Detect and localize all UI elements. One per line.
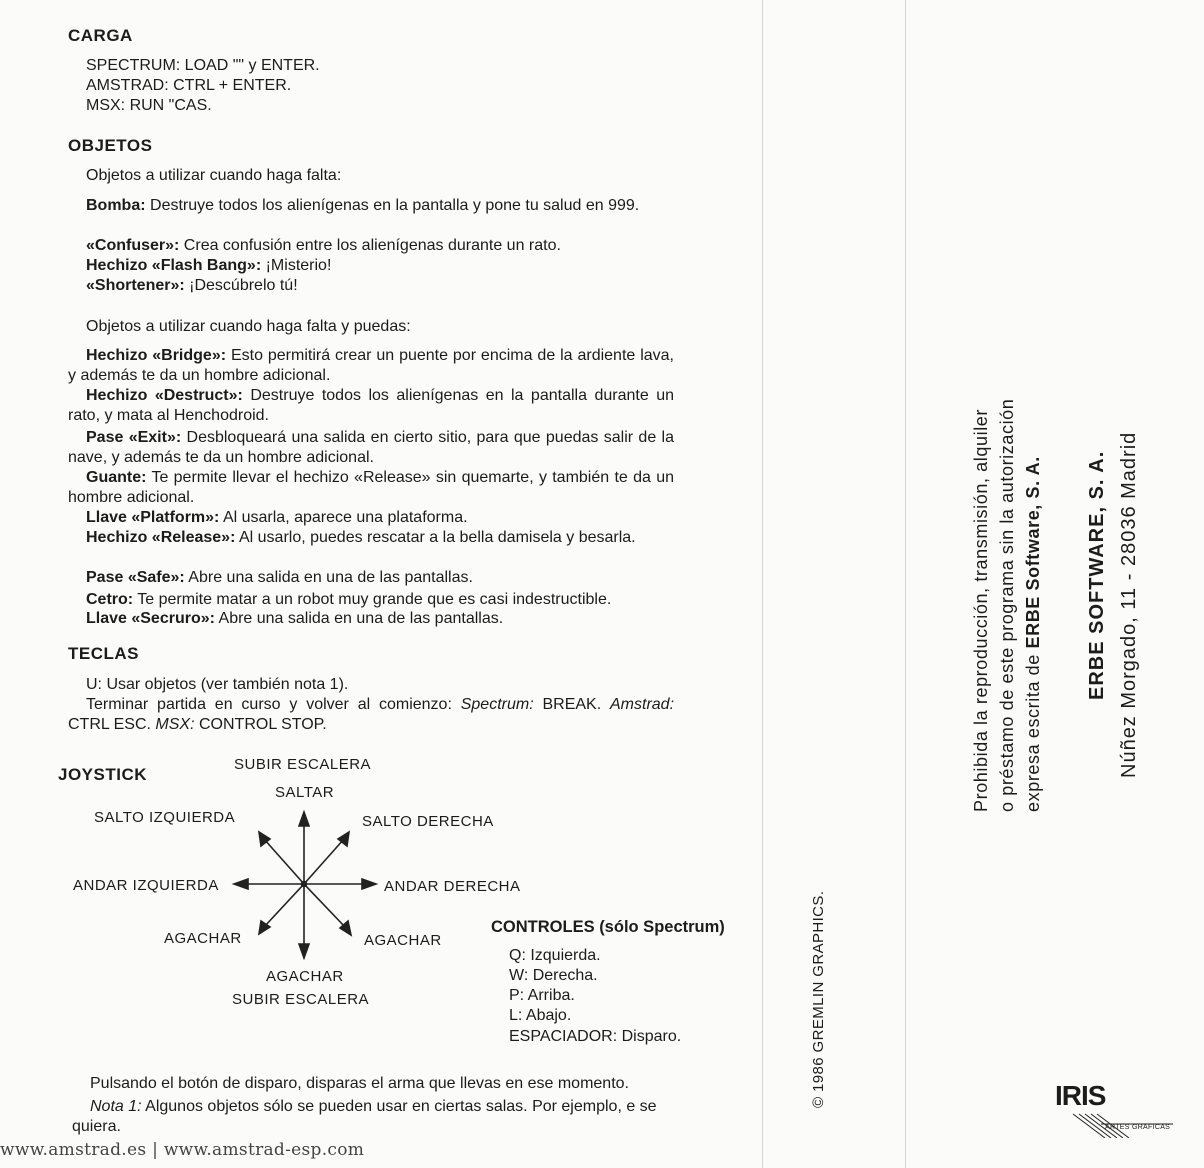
website-footer: www.amstrad.es | www.amstrad-esp.com bbox=[0, 1140, 365, 1160]
arrow-down-head bbox=[299, 944, 309, 958]
joy-left-label: ANDAR IZQUIERDA bbox=[73, 877, 219, 894]
control-p: P: Arriba. bbox=[509, 987, 575, 1004]
control-espaciador: ESPACIADOR: Disparo. bbox=[509, 1028, 682, 1045]
item-release: Hechizo «Release»: Al usarlo, puedes rescatar a la bella damisela y besarla. bbox=[86, 529, 636, 546]
arrow-up-right-shaft bbox=[304, 839, 344, 884]
carga-msx: MSX: RUN "CAS. bbox=[86, 97, 212, 114]
arrow-right-head bbox=[362, 879, 376, 889]
control-l: L: Abajo. bbox=[509, 1007, 572, 1024]
arrow-up-head bbox=[299, 812, 309, 826]
carga-spectrum: SPECTRUM: LOAD "" y ENTER. bbox=[86, 57, 320, 74]
item-platform: Llave «Platform»: Al usarla, aparece una plataforma. bbox=[86, 509, 468, 526]
iris-caption: ARTES GRAFICAS bbox=[1105, 1124, 1171, 1131]
controles-heading: CONTROLES (sólo Spectrum) bbox=[491, 918, 725, 936]
item-flash-bang: Hechizo «Flash Bang»: ¡Misterio! bbox=[86, 257, 332, 274]
joy-down-left-label: AGACHAR bbox=[164, 930, 242, 947]
objetos-heading: OBJETOS bbox=[68, 136, 153, 155]
fold-line bbox=[762, 0, 763, 1168]
item-destruct: Hechizo «Destruct»: Destruye todos los alienígenas en la pantalla durante un rato, y mata al Henchodroid. bbox=[68, 387, 674, 424]
iris-printer-logo bbox=[1055, 1078, 1175, 1138]
joystick-heading: JOYSTICK bbox=[58, 765, 148, 784]
teclas-terminar: Terminar partida en curso y volver al comienzo: Spectrum: BREAK. Amstrad: CTRL ESC. MSX: CONTROL STOP. bbox=[68, 696, 675, 733]
objetos-intro-1: Objetos a utilizar cuando haga falta: bbox=[86, 167, 342, 184]
arrow-left-head bbox=[234, 879, 248, 889]
joy-up-top-label: SUBIR ESCALERA bbox=[234, 756, 372, 773]
item-cetro: Cetro: Te permite matar a un robot muy grande que es casi indestructible. bbox=[86, 591, 612, 608]
item-bomba: Bomba: Destruye todos los alienígenas en la pantalla y pone tu salud en 999. bbox=[86, 197, 640, 214]
joy-up-right-label: SALTO DERECHA bbox=[362, 813, 494, 830]
teclas-usar: U: Usar objetos (ver también nota 1). bbox=[86, 676, 349, 693]
joy-up-label: SALTAR bbox=[275, 784, 335, 801]
control-q: Q: Izquierda. bbox=[509, 947, 601, 964]
joy-right-label: ANDAR DERECHA bbox=[384, 878, 521, 895]
joy-down-right-label: AGACHAR bbox=[364, 932, 442, 949]
item-exit: Pase «Exit»: Desbloqueará una salida en cierto sitio, para que puedas salir de la nave, y además te da un hombre adicional. bbox=[68, 429, 675, 466]
item-safe: Pase «Safe»: Abre una salida en una de las pantallas. bbox=[86, 569, 473, 586]
nota-1: Nota 1: Algunos objetos sólo se pueden usar en ciertas salas. Por ejemplo, e se quiera. bbox=[72, 1098, 657, 1135]
copyright-text: © 1986 GREMLIN GRAPHICS. bbox=[810, 890, 827, 1108]
carga-amstrad: AMSTRAD: CTRL + ENTER. bbox=[86, 77, 292, 94]
arrow-down-right-shaft bbox=[304, 884, 346, 928]
legal-notice: Prohibida la reproducción, transmisión, alquiler o préstamo de este programa sin la autorización expresa escrita de ERBE Software, S. A. bbox=[971, 398, 1043, 812]
objetos-intro-2: Objetos a utilizar cuando haga falta y puedas: bbox=[86, 318, 411, 335]
arrow-up-left-shaft bbox=[264, 839, 304, 884]
iris-mark: IRIS bbox=[1055, 1080, 1106, 1111]
arrow-down-left-shaft bbox=[264, 884, 304, 927]
item-bridge: Hechizo «Bridge»: Esto permitirá crear un puente por encima de la ardiente lava, y además te da un hombre adicional. bbox=[68, 347, 674, 384]
item-confuser: «Confuser»: Crea confusión entre los alienígenas durante un rato. bbox=[86, 237, 561, 254]
item-shortener: «Shortener»: ¡Descúbrelo tú! bbox=[86, 277, 298, 294]
carga-heading: CARGA bbox=[68, 26, 133, 45]
joystick-center bbox=[302, 882, 307, 887]
fold-line bbox=[905, 0, 906, 1168]
control-w: W: Derecha. bbox=[509, 967, 598, 984]
item-guante: Guante: Te permite llevar el hechizo «Release» sin quemarte, y también te da un hombre adicional. bbox=[68, 469, 674, 506]
publisher-address: Núñez Morgado, 11 - 28036 Madrid bbox=[1118, 431, 1140, 778]
joy-down-bottom-label: SUBIR ESCALERA bbox=[232, 991, 370, 1008]
joy-up-left-label: SALTO IZQUIERDA bbox=[94, 809, 236, 826]
disparo-note: Pulsando el botón de disparo, disparas el arma que llevas en ese momento. bbox=[90, 1075, 629, 1092]
publisher-name: ERBE SOFTWARE, S. A. bbox=[1086, 450, 1108, 700]
teclas-heading: TECLAS bbox=[68, 644, 139, 663]
joy-down-label: AGACHAR bbox=[266, 968, 344, 985]
item-secruro: Llave «Secruro»: Abre una salida en una de las pantallas. bbox=[86, 610, 504, 627]
